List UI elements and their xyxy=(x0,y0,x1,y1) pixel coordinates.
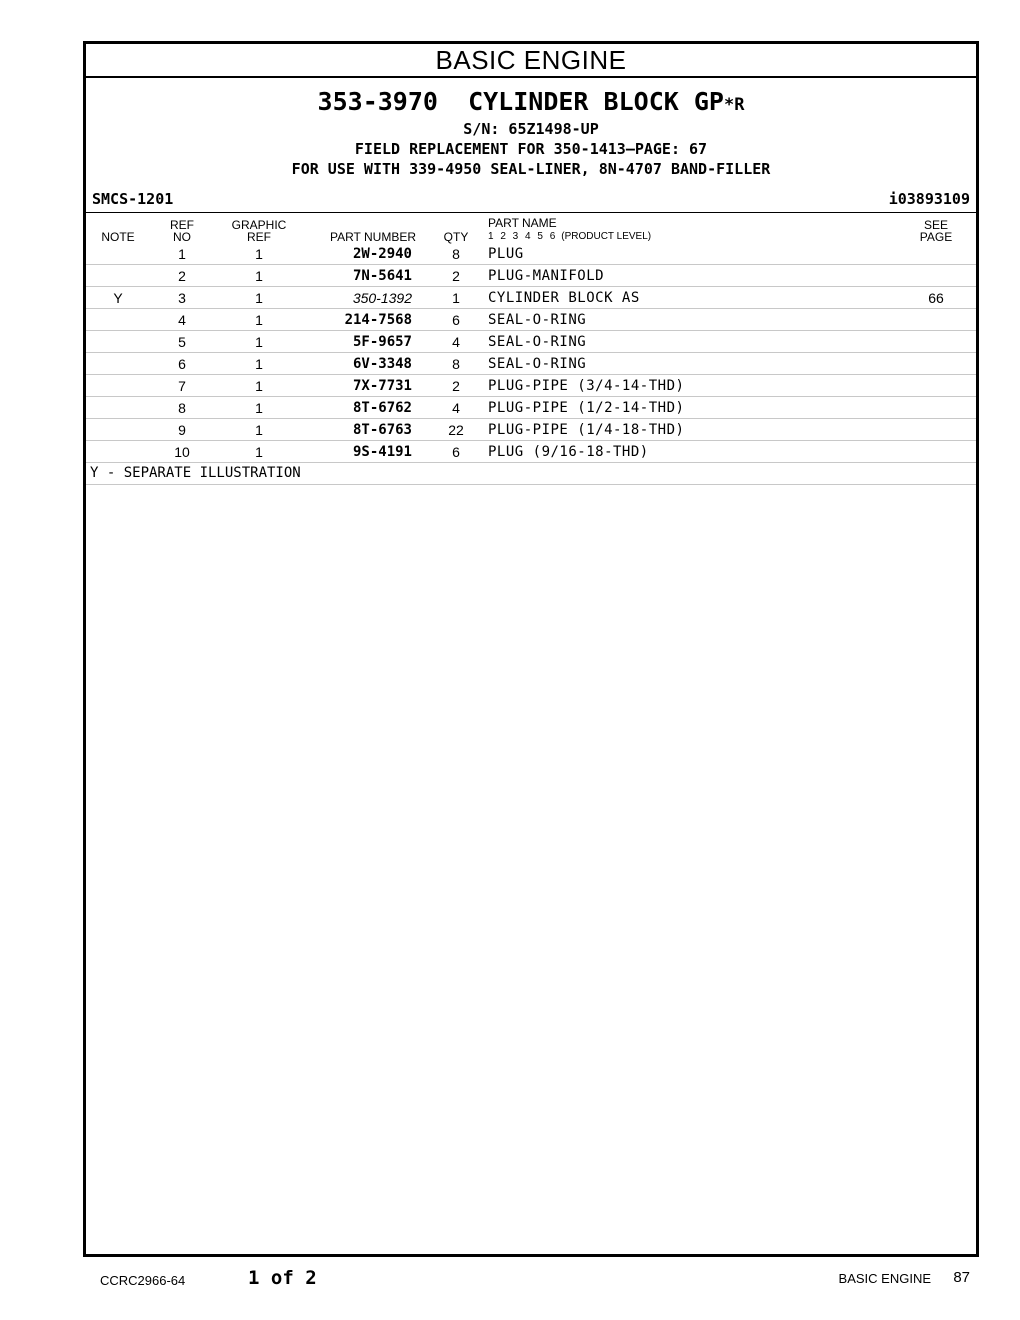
smcs-code: SMCS-1201 xyxy=(92,190,174,208)
ref-no-cell: 10 xyxy=(150,441,214,463)
col-qty: QTY xyxy=(443,230,469,244)
table-row xyxy=(86,309,976,331)
note-cell xyxy=(86,419,150,441)
part-name-cell: SEAL-O-RING xyxy=(486,353,896,375)
col-note: NOTE xyxy=(101,230,135,244)
part-name-cell: SEAL-O-RING xyxy=(486,331,896,353)
group-title xyxy=(86,88,976,119)
qty-cell: 4 xyxy=(426,331,486,353)
graphic-ref-cell: 1 xyxy=(214,375,304,397)
part-name-cell: CYLINDER BLOCK AS xyxy=(486,287,896,309)
graphic-ref-cell: 1 xyxy=(214,441,304,463)
qty-cell: 2 xyxy=(426,265,486,287)
graphic-ref-cell: 1 xyxy=(214,309,304,331)
part-number-cell: 5F-9657 xyxy=(304,331,426,353)
part-number-cell: 2W-2940 xyxy=(304,243,426,265)
table-row xyxy=(86,375,976,397)
ref-no-cell: 5 xyxy=(150,331,214,353)
table-row xyxy=(86,287,976,309)
for-use-with: FOR USE WITH 339-4950 SEAL-LINER, 8N-4707 BAND-FILLER xyxy=(291,160,771,178)
qty-cell: 4 xyxy=(426,397,486,419)
table-row xyxy=(86,331,976,353)
table-row xyxy=(86,419,976,441)
doc-code: CCRC2966-64 xyxy=(100,1273,186,1288)
see-page-cell xyxy=(896,243,976,265)
part-number-cell: 214-7568 xyxy=(304,309,426,331)
see-page-cell xyxy=(896,309,976,331)
part-number-cell: 7X-7731 xyxy=(304,375,426,397)
field-replacement: FIELD REPLACEMENT FOR 350-1413—PAGE: 67 xyxy=(354,140,708,158)
illustration-id: i03893109 xyxy=(888,190,970,208)
part-number-cell: 7N-5641 xyxy=(304,265,426,287)
note-cell: Y xyxy=(86,287,150,309)
table-row xyxy=(86,397,976,419)
see-page-cell xyxy=(896,265,976,287)
graphic-ref-cell: 1 xyxy=(214,419,304,441)
part-name-cell: PLUG-MANIFOLD xyxy=(486,265,896,287)
section-title: BASIC ENGINE xyxy=(86,44,976,78)
graphic-ref-cell: 1 xyxy=(214,353,304,375)
group-header xyxy=(86,88,976,179)
note-cell xyxy=(86,353,150,375)
part-number-cell: 8T-6762 xyxy=(304,397,426,419)
ref-no-cell: 1 xyxy=(150,243,214,265)
note-cell xyxy=(86,441,150,463)
graphic-ref-cell: 1 xyxy=(214,331,304,353)
col-see-page: SEE PAGE xyxy=(919,218,953,244)
qty-cell: 8 xyxy=(426,353,486,375)
ref-no-cell: 2 xyxy=(150,265,214,287)
note-cell xyxy=(86,397,150,419)
group-suffix: *R xyxy=(723,95,745,115)
ref-no-cell: 6 xyxy=(150,353,214,375)
col-ref-no: REF NO xyxy=(170,218,194,244)
qty-cell: 22 xyxy=(426,419,486,441)
graphic-ref-cell: 1 xyxy=(214,243,304,265)
qty-cell: 1 xyxy=(426,287,486,309)
ref-no-cell: 3 xyxy=(150,287,214,309)
group-name: CYLINDER BLOCK GP xyxy=(468,87,724,116)
note-cell xyxy=(86,331,150,353)
see-page-cell xyxy=(896,353,976,375)
note-cell xyxy=(86,243,150,265)
table-row xyxy=(86,243,976,265)
qty-cell: 2 xyxy=(426,375,486,397)
see-page-cell xyxy=(896,331,976,353)
part-name-cell: PLUG-PIPE (1/4-18-THD) xyxy=(486,419,896,441)
table-row xyxy=(86,353,976,375)
ref-no-cell: 8 xyxy=(150,397,214,419)
qty-cell: 6 xyxy=(426,441,486,463)
qty-cell: 8 xyxy=(426,243,486,265)
part-name-cell: PLUG xyxy=(486,243,896,265)
group-number: 353-3970 xyxy=(317,87,438,116)
part-name-cell: PLUG (9/16-18-THD) xyxy=(486,441,896,463)
parts-table-body xyxy=(86,243,976,463)
serial-number: S/N: 65Z1498-UP xyxy=(463,120,599,138)
note-cell xyxy=(86,375,150,397)
table-row xyxy=(86,441,976,463)
parts-table-header xyxy=(86,213,976,243)
graphic-ref-cell: 1 xyxy=(214,287,304,309)
part-name-cell: PLUG-PIPE (1/2-14-THD) xyxy=(486,397,896,419)
ref-no-cell: 9 xyxy=(150,419,214,441)
parts-table xyxy=(86,213,976,463)
part-name-cell: SEAL-O-RING xyxy=(486,309,896,331)
see-page-cell xyxy=(896,441,976,463)
smcs-row xyxy=(86,190,976,213)
col-part-number: PART NUMBER xyxy=(329,230,416,244)
graphic-ref-cell: 1 xyxy=(214,265,304,287)
see-page-cell: 66 xyxy=(896,287,976,309)
note-cell xyxy=(86,309,150,331)
note-cell xyxy=(86,265,150,287)
graphic-ref-cell: 1 xyxy=(214,397,304,419)
part-name-cell: PLUG-PIPE (3/4-14-THD) xyxy=(486,375,896,397)
page-of-indicator: 1 of 2 xyxy=(248,1267,317,1289)
col-graphic-ref: GRAPHIC REF xyxy=(231,218,287,244)
footer-section: BASIC ENGINE xyxy=(838,1271,931,1286)
part-number-cell: 350-1392 xyxy=(304,287,426,309)
col-part-name: PART NAME 1 2 3 4 5 6 (PRODUCT LEVEL) xyxy=(488,216,652,242)
see-page-cell xyxy=(896,375,976,397)
part-number-cell: 8T-6763 xyxy=(304,419,426,441)
ref-no-cell: 4 xyxy=(150,309,214,331)
page-footer xyxy=(0,1265,1020,1295)
page-frame xyxy=(83,41,979,1257)
table-row xyxy=(86,265,976,287)
footnote: Y - SEPARATE ILLUSTRATION xyxy=(86,463,976,485)
page-number: 87 xyxy=(953,1269,970,1286)
ref-no-cell: 7 xyxy=(150,375,214,397)
see-page-cell xyxy=(896,419,976,441)
part-number-cell: 6V-3348 xyxy=(304,353,426,375)
see-page-cell xyxy=(896,397,976,419)
qty-cell: 6 xyxy=(426,309,486,331)
part-number-cell: 9S-4191 xyxy=(304,441,426,463)
